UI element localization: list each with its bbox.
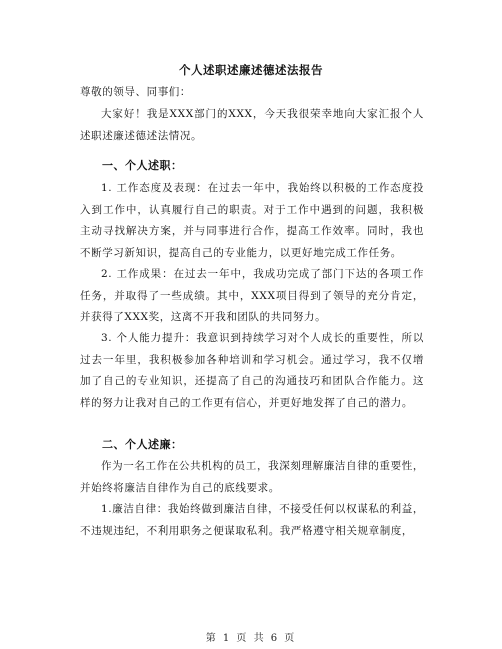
page-number-footer: 第 1 页 共 6 页 <box>205 633 297 644</box>
duty-item-results: 2. 工作成果：在过去一年中，我成功完成了部门下达的各项工作任务，并取得了一些成绩。其中，XXX项目得到了领导的充分肯定，并获得了XXX奖，这离不开我和团队的共同努力。 <box>80 268 424 323</box>
duty-item-attitude: 1. 工作态度及表现：在过去一年中，我始终以积极的工作态度投入到工作中，认真履行自己的职责。对于工作中遇到的问题，我积极主动寻找解决方案，并与同事进行合作，提高工作效率。同时，我也不断学习新知识，提高自己的专业能力，以更好地完成工作任务。 <box>80 182 424 259</box>
salutation: 尊敬的领导、同事们： <box>80 86 191 98</box>
intro-paragraph: 大家好！我是XXX部门的XXX，今天我很荣幸地向大家汇报个人述职述廉述德述法情况。 <box>80 108 424 142</box>
document-title: 个人述职述廉述德述法报告 <box>179 63 323 77</box>
section-heading-integrity: 二、个人述廉： <box>102 438 183 451</box>
section-heading-duty: 一、个人述职： <box>102 159 183 172</box>
duty-item-ability: 3. 个人能力提升：我意识到持续学习对个人成长的重要性，所以过去一年里，我积极参加各种培训和学习机会。通过学习，我不仅增加了自己的专业知识，还提高了自己的沟通技巧和团队合作能力。这样的努力让我对自己的工作更有信心，并更好地发挥了自己的潜力。 <box>80 332 424 409</box>
integrity-intro: 作为一名工作在公共机构的员工，我深刻理解廉洁自律的重要性，并始终将廉洁自律作为自己的底线要求。 <box>80 460 424 494</box>
integrity-item-self-discipline: 1.廉洁自律：我始终做到廉洁自律，不接受任何以权谋私的利益，不违规违纪，不利用职务之便谋取私利。我严格遵守相关规章制度， <box>80 503 424 537</box>
